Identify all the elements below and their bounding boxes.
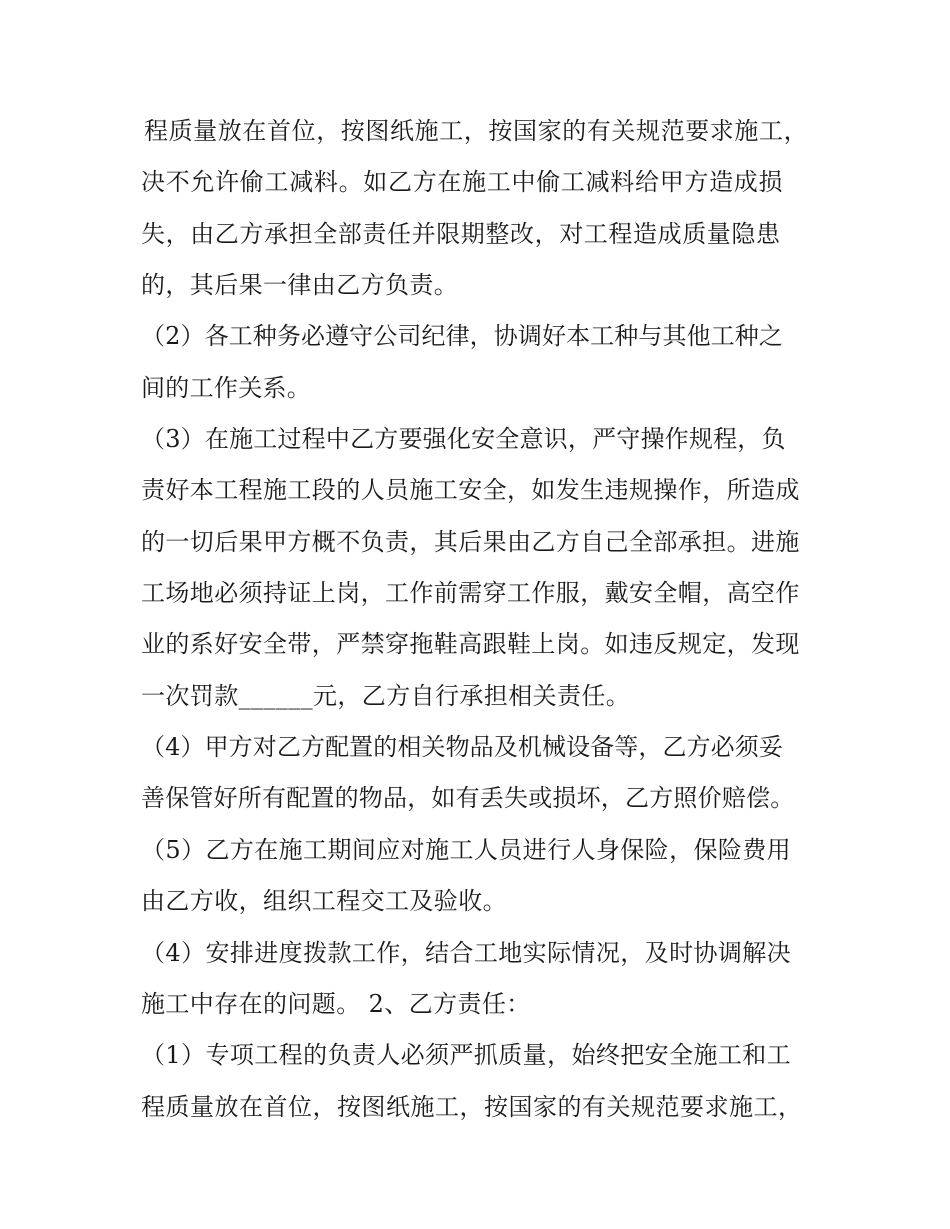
- text-line: 的一切后果甲方概不负责，其后果由乙方自己全部承担。进施: [141, 527, 800, 556]
- text-line: 程质量放在首位，按图纸施工，按国家的有关规范要求施工，: [141, 1092, 803, 1121]
- text-line: 责好本工程施工段的人员施工安全，如发生违规操作，所造成: [141, 476, 800, 505]
- text-line: 失，由乙方承担全部责任并限期整改，对工程造成质量隐患: [141, 219, 781, 248]
- document-body: [141, 106, 821, 1133]
- text-line: 工场地必须持证上岗，工作前需穿工作服，戴安全帽，高空作: [141, 579, 800, 608]
- text-line: 的，其后果一律由乙方负责。: [141, 271, 459, 300]
- text-line: （4）甲方对乙方配置的相关物品及机械设备等，乙方必须妥: [141, 733, 783, 762]
- text-line: 施工中存在的问题。 2、乙方责任：: [141, 989, 531, 1018]
- text-line: （1）专项工程的负责人必须严抓质量，始终把安全施工和工: [141, 1041, 792, 1070]
- text-line: （4）安排进度拨款工作，结合工地实际情况，及时协调解决: [141, 938, 792, 967]
- text-line: （3）在施工过程中乙方要强化安全意识，严守操作规程，负: [141, 425, 786, 454]
- text-line: 善保管好所有配置的物品，如有丢失或损坏，乙方照价赔偿。: [141, 784, 795, 813]
- text-line: （5）乙方在施工期间应对施工人员进行人身保险，保险费用: [141, 835, 792, 864]
- text-line: 由乙方收，组织工程交工及验收。: [141, 887, 507, 916]
- text-line: 一次罚款______元，乙方自行承担相关责任。: [141, 681, 631, 710]
- text-line: （2）各工种务必遵守公司纪律，协调好本工种与其他工种之: [141, 322, 783, 351]
- text-line: 业的系好安全带，严禁穿拖鞋高跟鞋上岗。如违反规定，发现: [141, 630, 800, 659]
- text-line: 间的工作关系。: [141, 373, 312, 402]
- text-line: 程质量放在首位，按图纸施工，按国家的有关规范要求施工，: [144, 117, 809, 145]
- text-line: 决不允许偷工减料。如乙方在施工中偷工减料给甲方造成损: [141, 168, 784, 197]
